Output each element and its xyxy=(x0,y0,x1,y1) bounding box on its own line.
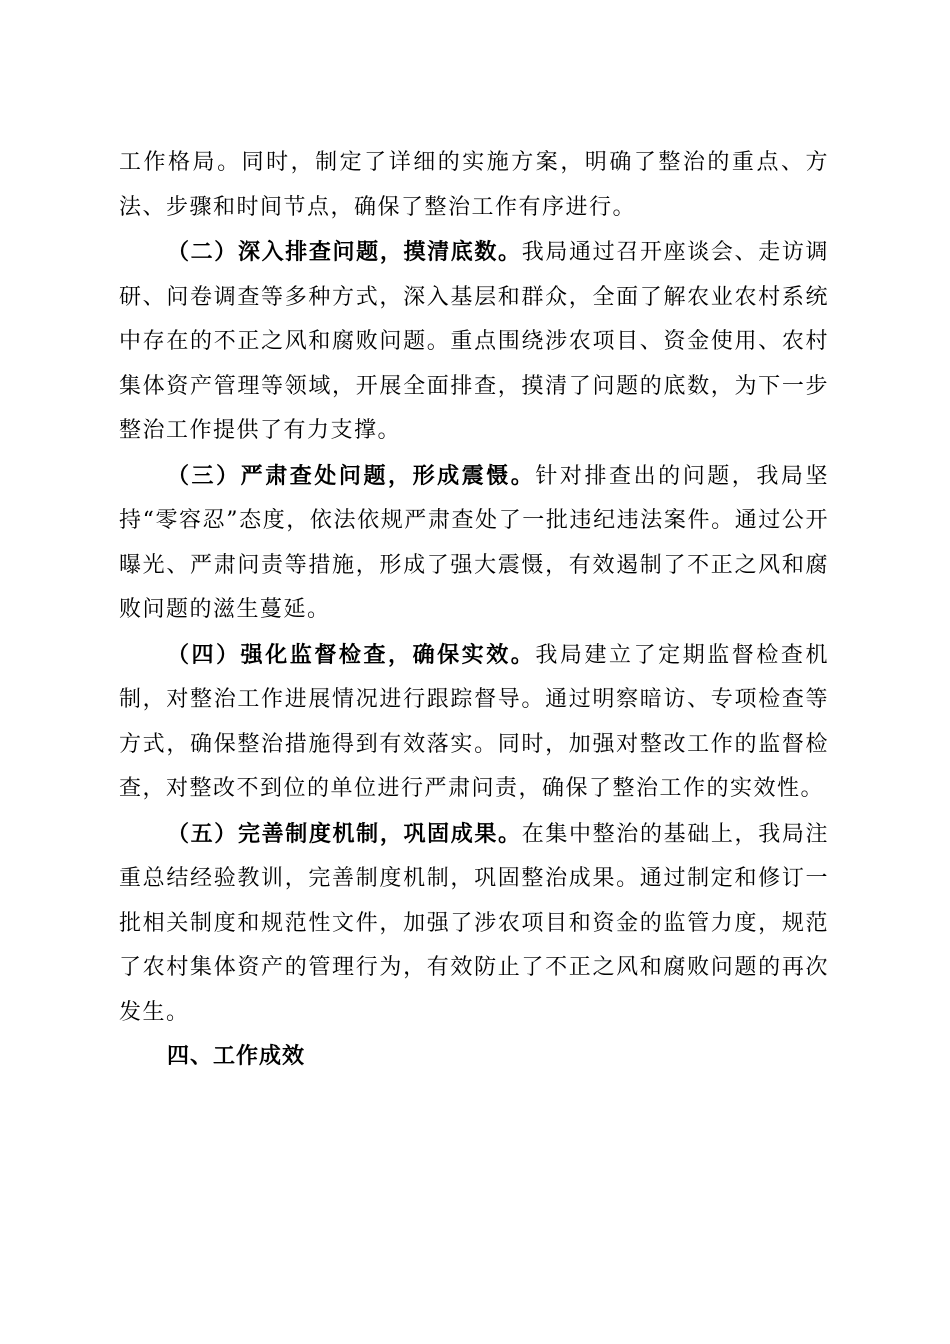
paragraph-text: 我局通过召开座谈会、走访调研、问卷调查等多种方式，深入基层和群众，全面了解农业农村系统中存在的不正之风和腐败问题。重点围绕涉农项目、资金使用、农村集体资产管理等领域，开展全面排查，摸清了问题的底数，为下一步整治工作提供了有力支撑。 xyxy=(119,240,829,443)
section-heading: 四、工作成效 xyxy=(167,1044,306,1069)
paragraph-text: 针对排查出的问题，我局坚持“零容忍”态度，依法依规严肃查处了一批违纪违法案件。通过公开曝光、严肃问责等措施，形成了强大震慑，有效遏制了不正之风和腐败问题的滋生蔓延。 xyxy=(119,463,829,622)
paragraph-lead: （二）深入排查问题，摸清底数。 xyxy=(167,239,522,265)
paragraph-text: 我局建立了定期监督检查机制，对整治工作进展情况进行跟踪督导。通过明察暗访、专项检查等方式，确保整治措施得到有效落实。同时，加强对整改工作的监督检查，对整改不到位的单位进行严肃问责，确保了整治工作的实效性。 xyxy=(119,642,829,801)
paragraph-lead: （五）完善制度机制，巩固成果。 xyxy=(167,820,522,847)
paragraph-item-2 xyxy=(119,230,829,454)
paragraph-item-3 xyxy=(119,454,829,633)
paragraph-text: 在集中整治的基础上，我局注重总结经验教训，完善制度机制，巩固整治成果。通过制定和修订一批相关制度和规范性文件，加强了涉农项目和资金的监管力度，规范了农村集体资产的管理行为，有效防止了不正之风和腐败问题的再次发生。 xyxy=(119,821,829,1025)
paragraph-lead: （三）严肃查处问题，形成震慑。 xyxy=(167,462,536,489)
document-body xyxy=(119,140,829,1080)
paragraph-continued xyxy=(119,140,829,230)
paragraph-lead: （四）强化监督检查，确保实效。 xyxy=(167,641,536,668)
paragraph-item-4 xyxy=(119,633,829,812)
paragraph-text: 工作格局。同时，制定了详细的实施方案，明确了整治的重点、方法、步骤和时间节点，确保了整治工作有序进行。 xyxy=(119,150,829,220)
paragraph-item-5 xyxy=(119,812,829,1036)
